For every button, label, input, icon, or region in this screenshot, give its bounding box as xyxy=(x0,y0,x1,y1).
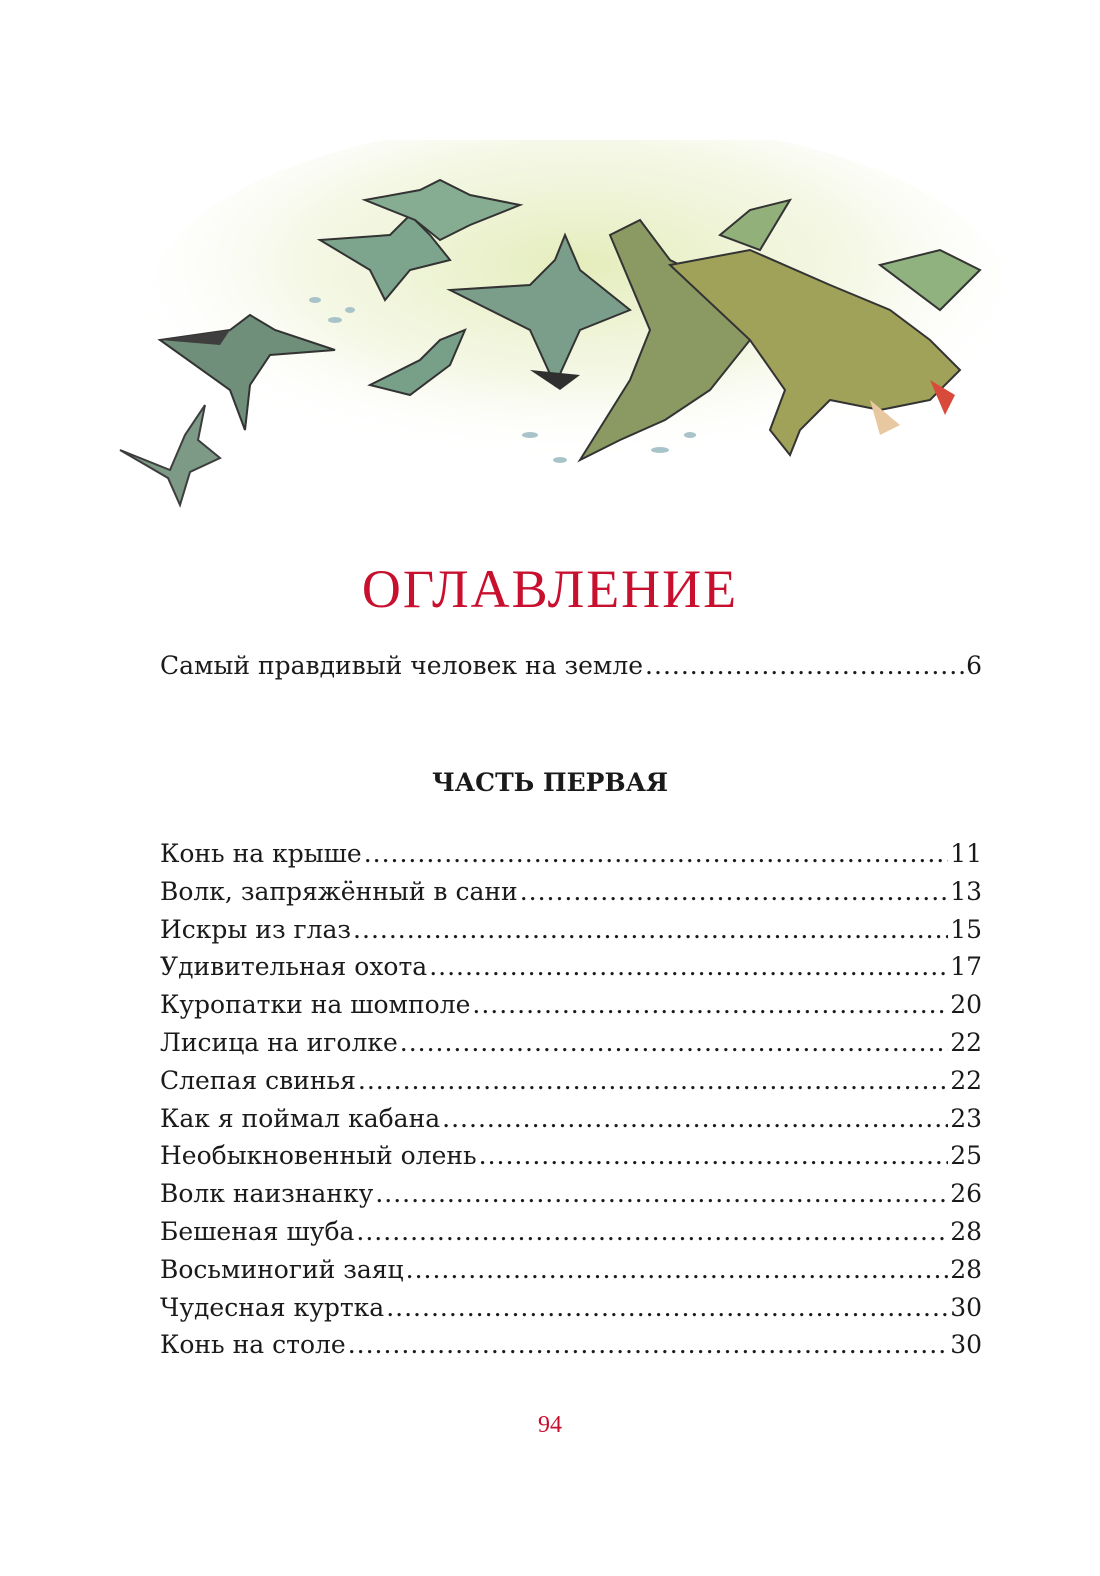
toc-entry-page: 28 xyxy=(950,1254,982,1284)
toc-entry-intro[interactable] xyxy=(160,651,982,689)
toc-entry-page: 13 xyxy=(950,876,982,906)
toc-entry[interactable] xyxy=(160,1066,982,1104)
toc-entry[interactable] xyxy=(160,1141,982,1179)
flying-ducks-illustration xyxy=(110,140,1000,540)
toc-entry[interactable] xyxy=(160,1217,982,1255)
toc-leader-dots xyxy=(348,1330,948,1359)
toc-leader-dots xyxy=(358,1066,948,1095)
toc-entry-label: Слепая свинья xyxy=(160,1065,356,1095)
toc-entry-label: Искры из глаз xyxy=(160,914,352,944)
toc-leader-dots xyxy=(353,915,948,944)
toc-entry-label: Волк наизнанку xyxy=(160,1179,374,1209)
toc-entry-label: Как я поймал кабана xyxy=(160,1103,441,1133)
page-number: 94 xyxy=(538,1412,562,1438)
toc-entry-page: 28 xyxy=(950,1217,982,1246)
toc-entry[interactable] xyxy=(160,915,982,953)
toc-entry-label: Необыкновенный олень xyxy=(160,1141,477,1171)
toc-leader-dots xyxy=(429,952,948,981)
toc-entry-page: 17 xyxy=(950,952,982,982)
toc-entry-label: Чудесная куртка xyxy=(160,1292,385,1322)
toc-entry[interactable] xyxy=(160,839,982,877)
toc-leader-dots xyxy=(356,1217,948,1246)
toc-leader-dots xyxy=(472,990,948,1019)
toc-entry-page: 15 xyxy=(950,914,982,944)
toc-leader-dots xyxy=(442,1104,948,1133)
toc-leader-dots xyxy=(645,651,964,680)
toc-entry-page: 22 xyxy=(950,1065,982,1095)
toc-entry-page: 30 xyxy=(950,1292,982,1322)
page-title: ОГЛАВЛЕНИЕ xyxy=(361,559,739,619)
toc-entry[interactable] xyxy=(160,1293,982,1331)
toc-leader-dots xyxy=(406,1255,949,1284)
toc-entry[interactable] xyxy=(160,1104,982,1142)
toc-entry-label: Восьминогий заяц xyxy=(160,1254,404,1284)
toc-entry[interactable] xyxy=(160,1330,982,1368)
toc-entry[interactable] xyxy=(160,1028,982,1066)
toc-leader-dots xyxy=(400,1028,948,1057)
toc-leader-dots xyxy=(375,1179,948,1208)
toc-entry[interactable] xyxy=(160,1255,982,1293)
toc-entry-page: 20 xyxy=(950,990,982,1020)
toc-entry-page: 30 xyxy=(950,1330,982,1360)
duck-icon xyxy=(120,405,220,505)
toc-entry-page: 25 xyxy=(950,1141,982,1171)
toc-entry-label: Конь на столе xyxy=(160,1330,346,1360)
toc-entry-label: Самый правдивый человек на земле xyxy=(160,651,644,680)
toc-entry-label: Волк, запряжённый в сани xyxy=(160,876,518,906)
toc-leader-dots xyxy=(386,1293,948,1322)
toc-entry-page: 23 xyxy=(950,1103,982,1133)
toc-entry[interactable] xyxy=(160,952,982,990)
toc-leader-dots xyxy=(364,839,948,868)
toc-entry[interactable] xyxy=(160,1179,982,1217)
toc-entry-page: 26 xyxy=(950,1179,982,1209)
toc-entry[interactable] xyxy=(160,877,982,915)
toc-entry-label: Удивительная охота xyxy=(160,952,428,982)
section-heading: ЧАСТЬ ПЕРВАЯ xyxy=(431,768,669,797)
toc-entry-page: 6 xyxy=(966,651,982,680)
toc-entry-label: Конь на крыше xyxy=(160,839,362,868)
toc-entry-label: Бешеная шуба xyxy=(160,1217,355,1246)
toc-entry-label: Куропатки на шомполе xyxy=(160,990,471,1020)
toc-leader-dots xyxy=(520,877,949,906)
toc-entry[interactable] xyxy=(160,990,982,1028)
toc-leader-dots xyxy=(479,1141,949,1170)
toc-entry-page: 22 xyxy=(950,1028,982,1057)
toc-entry-label: Лисица на иголке xyxy=(160,1028,398,1057)
toc-entry-page: 11 xyxy=(950,839,982,868)
